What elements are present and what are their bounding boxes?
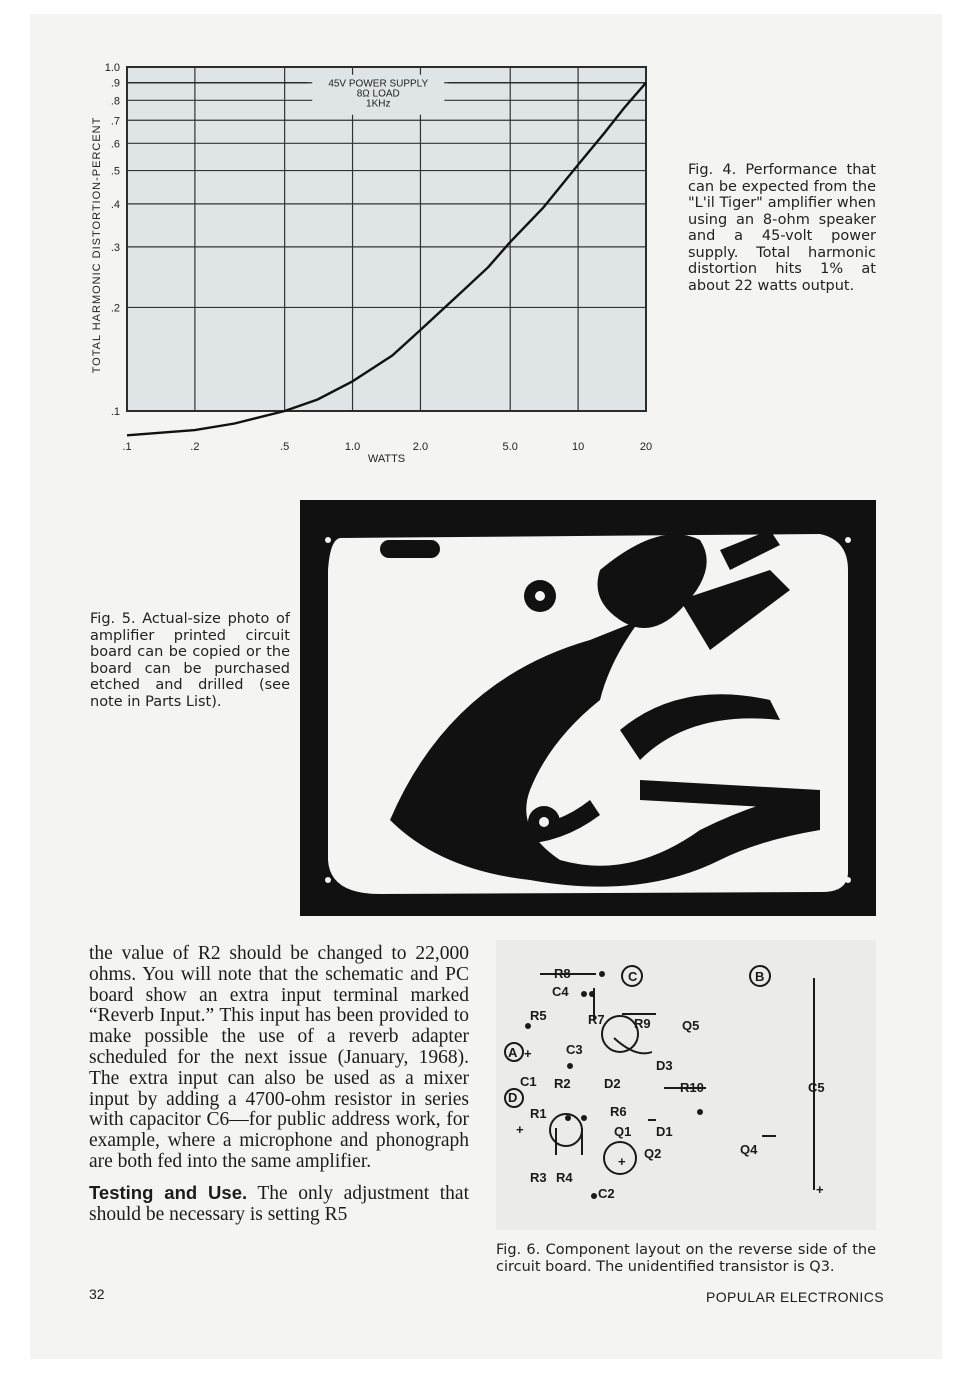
y-tick-label: .9 <box>110 77 120 90</box>
fig5-caption: Fig. 5. Actual-size photo of amplifier printed circuit board can be copied or the board can be purchased etched and drilled (see note in Parts List). <box>90 611 290 710</box>
component-label: + <box>516 1122 524 1137</box>
fig4-caption: Fig. 4. Performance that can be expected from the "L'il Tiger" amplifier when using an 8-ohm speaker and a 45-volt power supply. Total harmonic distortion hits 1% at about 22 watts output. <box>688 162 876 294</box>
component-label: R1 <box>530 1106 547 1121</box>
distortion-chart <box>70 55 670 475</box>
component-label: + <box>524 1046 532 1061</box>
component-label: + <box>618 1154 626 1169</box>
component-label: R9 <box>634 1016 651 1031</box>
component-label: C5 <box>808 1080 825 1095</box>
component-label: R5 <box>530 1008 547 1023</box>
component-label: C1 <box>520 1074 537 1089</box>
y-tick-label: 1.0 <box>104 62 120 74</box>
section-heading: Testing and Use. <box>89 1181 248 1203</box>
y-tick-label: .8 <box>110 95 120 108</box>
y-tick-label: .1 <box>110 406 120 418</box>
x-tick-label: 1.0 <box>344 441 361 453</box>
component-label: D2 <box>604 1076 621 1091</box>
x-tick-label: .1 <box>122 441 132 453</box>
component-label: R10 <box>680 1080 704 1095</box>
component-label: D3 <box>656 1058 673 1073</box>
component-label: + <box>816 1182 824 1197</box>
component-layout <box>496 940 876 1230</box>
x-tick-label: 2.0 <box>412 441 429 453</box>
y-tick-label: .7 <box>110 115 120 128</box>
pcb-photo <box>300 500 876 916</box>
article-body <box>89 944 469 1225</box>
component-label: Q5 <box>682 1018 700 1033</box>
component-label: C4 <box>552 984 569 999</box>
component-label: D <box>508 1090 518 1105</box>
page-number: 32 <box>89 1286 105 1302</box>
component-label: Q4 <box>740 1142 758 1157</box>
component-label: B <box>755 969 765 984</box>
annotation-line: 1KHz <box>366 98 391 110</box>
article-paragraph-testing <box>89 1183 469 1226</box>
fig6-caption: Fig. 6. Component layout on the reverse side of the circuit board. The unidentified transistor is Q3. <box>496 1242 876 1275</box>
component-label: C <box>628 969 638 984</box>
y-tick-label: .5 <box>110 165 120 178</box>
component-label: Q2 <box>644 1146 662 1161</box>
x-tick-label: 5.0 <box>502 441 518 453</box>
component-label: R2 <box>554 1076 571 1091</box>
component-label: C3 <box>566 1042 583 1057</box>
y-tick-label: .3 <box>110 241 120 254</box>
annotation-line: 8Ω LOAD <box>356 88 400 100</box>
component-label: C2 <box>598 1186 615 1201</box>
y-tick-label: .2 <box>110 302 120 315</box>
article-paragraph-text: The only adjustment that should be necessary is setting R5 <box>89 1182 469 1225</box>
x-tick-label: 10 <box>571 441 585 453</box>
component-label: R7 <box>588 1012 605 1027</box>
magazine-title: POPULAR ELECTRONICS <box>706 1289 884 1305</box>
article-paragraph: the value of R2 should be changed to 22,000 ohms. You will note that the schematic and PC board show an extra input terminal marked “Reverb Input.” This input has been provided to make possible the use of a reverb adapter scheduled for the next issue (January, 1968). The extra input can also be used as a mixer input by adding a 4700-ohm resistor in series with capacitor C6—for public address work, for example, where a microphone and phonograph are both fed into the same amplifier. <box>89 943 469 1172</box>
component-label: Q1 <box>614 1124 632 1139</box>
annotation-line: 45V POWER SUPPLY <box>328 78 429 90</box>
component-label: R8 <box>554 966 571 981</box>
component-label: A <box>508 1045 518 1060</box>
x-tick-label: .2 <box>190 441 200 453</box>
x-axis-label: WATTS <box>367 453 406 465</box>
y-tick-label: .6 <box>110 138 120 151</box>
x-tick-label: .5 <box>280 441 290 453</box>
y-tick-label: .4 <box>110 198 120 211</box>
component-label: R3 <box>530 1170 547 1185</box>
component-label: R4 <box>556 1170 573 1185</box>
component-label: D1 <box>656 1124 673 1139</box>
y-axis-label: TOTAL HARMONIC DISTORTION-PERCENT <box>91 116 103 374</box>
x-tick-label: 20 <box>639 441 653 453</box>
component-label: R6 <box>610 1104 627 1119</box>
